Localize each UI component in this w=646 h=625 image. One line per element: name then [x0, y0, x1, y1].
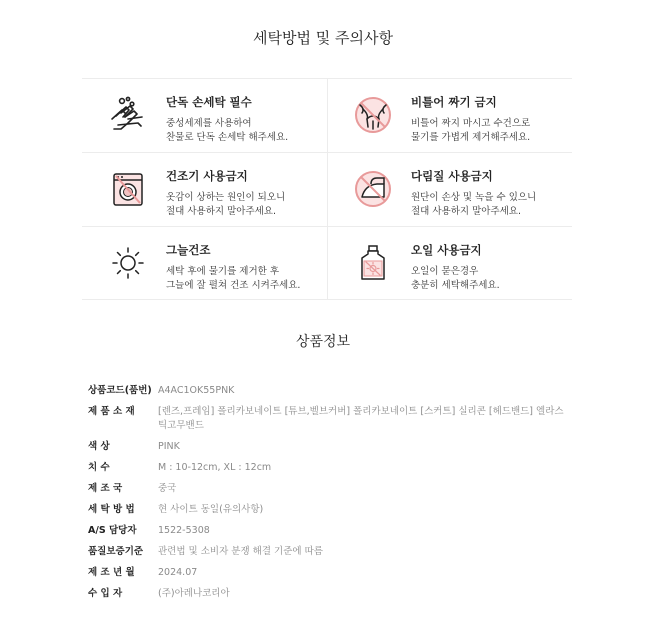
info-label: 치 수 [88, 462, 110, 473]
care-item-title: 그늘건조 [166, 243, 211, 257]
info-row-size [88, 461, 568, 475]
care-item-desc: 중성세제를 사용하여 [166, 118, 252, 129]
info-label: 품질보증기준 [88, 546, 144, 557]
care-item-title: 오일 사용금지 [411, 243, 482, 257]
info-value: [렌즈,프레임] 폴리카보네이트 [튜브,벨브커버] 폴리카보네이트 [스커트] 실리콘 [헤드밴드] 엘라스틱고무밴드 [158, 406, 564, 431]
info-row-importer [88, 587, 568, 601]
info-label: 제 조 년 월 [88, 567, 135, 578]
shade-dry-icon [108, 243, 148, 283]
hand-wash-icon [108, 95, 148, 135]
no-wring-icon [353, 95, 393, 135]
care-item-no-iron [327, 152, 572, 226]
info-value: 현 사이트 동일(유의사항) [158, 504, 264, 515]
info-value: 관련법 및 소비자 분쟁 해결 기준에 따름 [158, 546, 323, 557]
info-value: PINK [158, 441, 180, 452]
no-iron-icon [353, 169, 393, 209]
care-item-title: 비틀어 짜기 금지 [411, 95, 497, 109]
info-row-color [88, 440, 568, 454]
care-item-desc: 찬물로 단독 손세탁 해주세요. [166, 132, 289, 143]
care-item-title: 다림질 사용금지 [411, 169, 493, 183]
info-row-country [88, 482, 568, 496]
info-value: 2024.07 [158, 567, 198, 578]
no-oil-icon [353, 243, 393, 283]
info-value: M : 10-12cm, XL : 12cm [158, 462, 272, 473]
info-row-as-contact [88, 524, 568, 538]
info-row-quality [88, 545, 568, 559]
care-item-desc: 세탁 후에 물기를 제거한 후 [166, 266, 280, 277]
care-item-no-dryer [82, 152, 327, 226]
product-info-title: 상품정보 [295, 334, 351, 350]
info-value: A4AC1OK55PNK [158, 385, 235, 396]
info-label: 상품코드(품번) [88, 385, 152, 396]
care-item-desc: 원단이 손상 및 녹을 수 있으니 [411, 192, 537, 203]
product-info-table [88, 384, 568, 608]
info-value: 중국 [158, 483, 177, 494]
care-item-no-wring [327, 78, 572, 152]
care-item-hand-wash [82, 78, 327, 152]
info-label: 수 입 자 [88, 588, 123, 599]
care-item-desc: 그늘에 잘 펼쳐 건조 시켜주세요. [166, 280, 301, 291]
info-row-manufactured [88, 566, 568, 580]
info-label: 세 탁 방 법 [88, 504, 135, 515]
care-item-no-oil [327, 226, 572, 300]
care-item-desc: 절대 사용하지 말아주세요. [411, 206, 522, 217]
care-item-desc: 충분히 세탁해주세요. [411, 280, 500, 291]
care-item-desc: 절대 사용하지 말아주세요. [166, 206, 277, 217]
care-item-desc: 비틀어 짜지 마시고 수건으로 [411, 118, 531, 129]
washing-section-title: 세탁방법 및 주의사항 [253, 29, 393, 47]
info-label: A/S 담당자 [88, 525, 137, 536]
info-label: 제 품 소 재 [88, 406, 135, 417]
info-value: 1522-5308 [158, 525, 210, 536]
info-value: (주)아레나코리아 [158, 588, 230, 599]
no-dryer-icon [108, 169, 148, 209]
care-grid [82, 78, 572, 300]
care-item-shade-dry [82, 226, 327, 300]
info-label: 색 상 [88, 441, 110, 452]
care-item-desc: 오일이 묻은경우 [411, 266, 479, 277]
info-row-washing [88, 503, 568, 517]
info-row-material [88, 405, 568, 433]
care-item-desc: 물기를 가볍게 제거해주세요. [411, 132, 531, 143]
care-item-title: 건조기 사용금지 [166, 169, 248, 183]
care-item-title: 단독 손세탁 필수 [166, 95, 252, 109]
info-row-product-code [88, 384, 568, 398]
info-label: 제 조 국 [88, 483, 123, 494]
care-item-desc: 옷감이 상하는 원인이 되오니 [166, 192, 286, 203]
